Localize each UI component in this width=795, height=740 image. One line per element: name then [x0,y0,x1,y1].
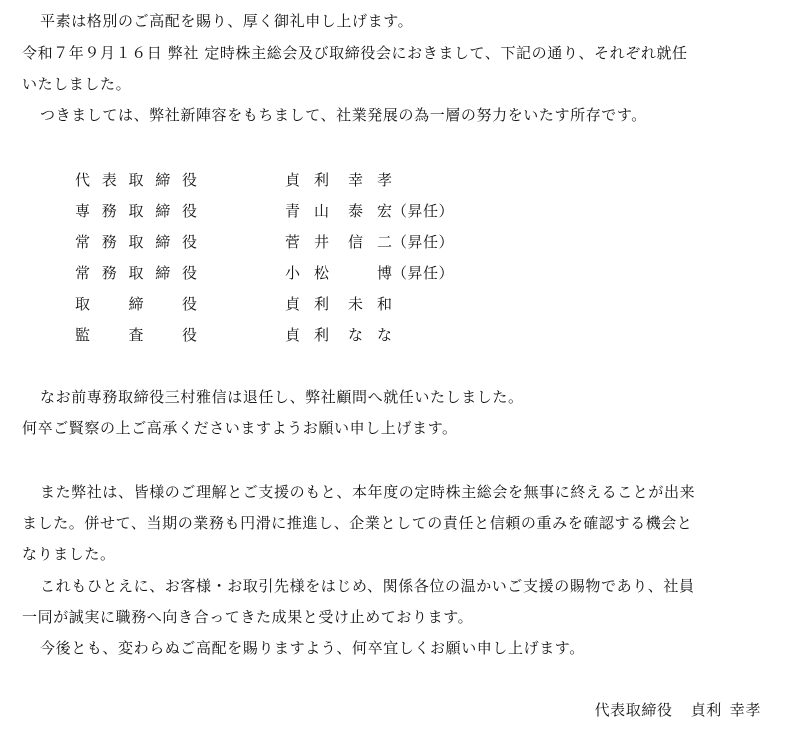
officer-title [75,168,197,192]
retirement-notice-line: なお前専務取締役三村雅信は退任し、弊社顧問へ就任いたしました。 [40,388,524,406]
officer-given-name [348,261,392,285]
family-name-char: 井 [313,233,329,251]
officer-given-name [348,168,392,192]
family-name-char: 貞 [285,326,301,344]
officer-title [75,261,197,285]
appointment-statement-line-1: 令和７年９月１６日 弊社 定時株主総会及び取締役会におきまして、下記の通り、それぞれ就任 [22,44,688,62]
officer-title-char: 査 [128,326,144,344]
given-name-char: 孝 [376,171,392,189]
roster-row [0,261,795,285]
officer-title-char: 務 [101,233,117,251]
closing-paragraph-1-line-1: また弊社は、皆様のご理解とご支援のもと、本年度の定時株主総会を無事に終えることが出来 [40,483,696,501]
officer-title-char: 監 [75,326,91,344]
roster-row [0,199,795,223]
officer-title-char: 取 [128,171,144,189]
family-name-char: 小 [285,264,301,282]
family-name-char: 青 [285,202,301,220]
given-name-char: 泰 [348,202,364,220]
officer-title-char: 取 [75,295,91,313]
request-line: 何卒ご賢察の上ご高承くださいますようお願い申し上げます。 [22,419,458,437]
officer-given-name [348,323,392,347]
family-name-char: 利 [313,295,329,313]
officer-family-name [285,230,329,254]
officer-title-char: 取 [128,264,144,282]
officer-title-char: 取 [128,233,144,251]
family-name-char: 菅 [285,233,301,251]
officer-title [75,323,197,347]
officer-title-char: 締 [155,233,171,251]
given-name-char: 未 [348,295,364,313]
officer-title-char: 役 [181,233,197,251]
family-name-char: 利 [313,326,329,344]
officer-title [75,292,197,316]
officer-title-char: 役 [181,264,197,282]
promotion-note: （昇任） [392,233,455,251]
officer-title-char: 役 [181,295,197,313]
family-name-char: 利 [313,171,329,189]
signature-block [595,700,761,720]
family-name-char: 貞 [285,171,301,189]
officer-title-char: 常 [75,233,91,251]
officer-given-name [348,292,392,316]
commitment-line: つきましては、弊社新陣容をもちまして、社業発展の為一層の努力をいたす所存です。 [40,106,647,124]
signature-family-name: 貞利 [690,701,722,719]
given-name-char: 二 [376,233,392,251]
family-name-char: 山 [313,202,329,220]
officer-title-char: 役 [181,326,197,344]
officer-family-name [285,323,329,347]
given-name-char: 信 [348,233,364,251]
roster-row [0,292,795,316]
officer-title-char: 締 [155,171,171,189]
signature-title: 代表取締役 [594,701,673,719]
closing-paragraph-2-line-2: 一同が誠実に職務へ向き合ってきた成果と受け止めております。 [22,608,474,626]
officer-family-name [285,199,329,223]
officer-title-char: 締 [128,295,144,313]
greeting-line: 平素は格別のご高配を賜り、厚く御礼申し上げます。 [40,12,414,30]
officer-title-char: 専 [75,202,91,220]
roster-row [0,168,795,192]
appointment-statement-line-2: いたしました。 [22,75,132,93]
officer-family-name [285,261,329,285]
officer-given-name [348,230,392,254]
promotion-note: （昇任） [392,202,455,220]
closing-paragraph-2-line-1: これもひとえに、お客様・お取引先様をはじめ、関係各位の温かいご支援の賜物であり、社員 [40,577,695,595]
officer-title-char: 役 [181,202,197,220]
officer-family-name [285,168,329,192]
officer-title-char: 代 [75,171,91,189]
officer-title-char: 取 [128,202,144,220]
given-name-char: 宏 [376,202,392,220]
roster-row [0,323,795,347]
officer-title-char: 常 [75,264,91,282]
officer-title [75,199,197,223]
officer-given-name [348,199,392,223]
officer-title [75,230,197,254]
closing-paragraph-3-line: 今後とも、変わらぬご高配を賜りますよう、何卒宜しくお願い申し上げます。 [40,639,585,657]
officer-title-char: 役 [181,171,197,189]
officer-title-char: 務 [101,264,117,282]
promotion-note: （昇任） [392,264,455,282]
roster-row [0,230,795,254]
officer-title-char: 表 [101,171,117,189]
officer-family-name [285,292,329,316]
signature-given-name: 幸孝 [729,701,761,719]
closing-paragraph-1-line-3: なりました。 [22,545,116,563]
family-name-char: 貞 [285,295,301,313]
officer-title-char: 締 [155,264,171,282]
family-name-char: 松 [313,264,329,282]
given-name-char: 博 [376,264,392,282]
officer-title-char: 締 [155,202,171,220]
given-name-char: 和 [376,295,392,313]
given-name-char: 幸 [348,171,364,189]
given-name-char: な [376,326,392,344]
officer-title-char: 務 [101,202,117,220]
given-name-char: な [348,326,364,344]
closing-paragraph-1-line-2: ました。併せて、当期の業務も円滑に推進し、企業としての責任と信頼の重みを確認する機会と [22,514,693,532]
